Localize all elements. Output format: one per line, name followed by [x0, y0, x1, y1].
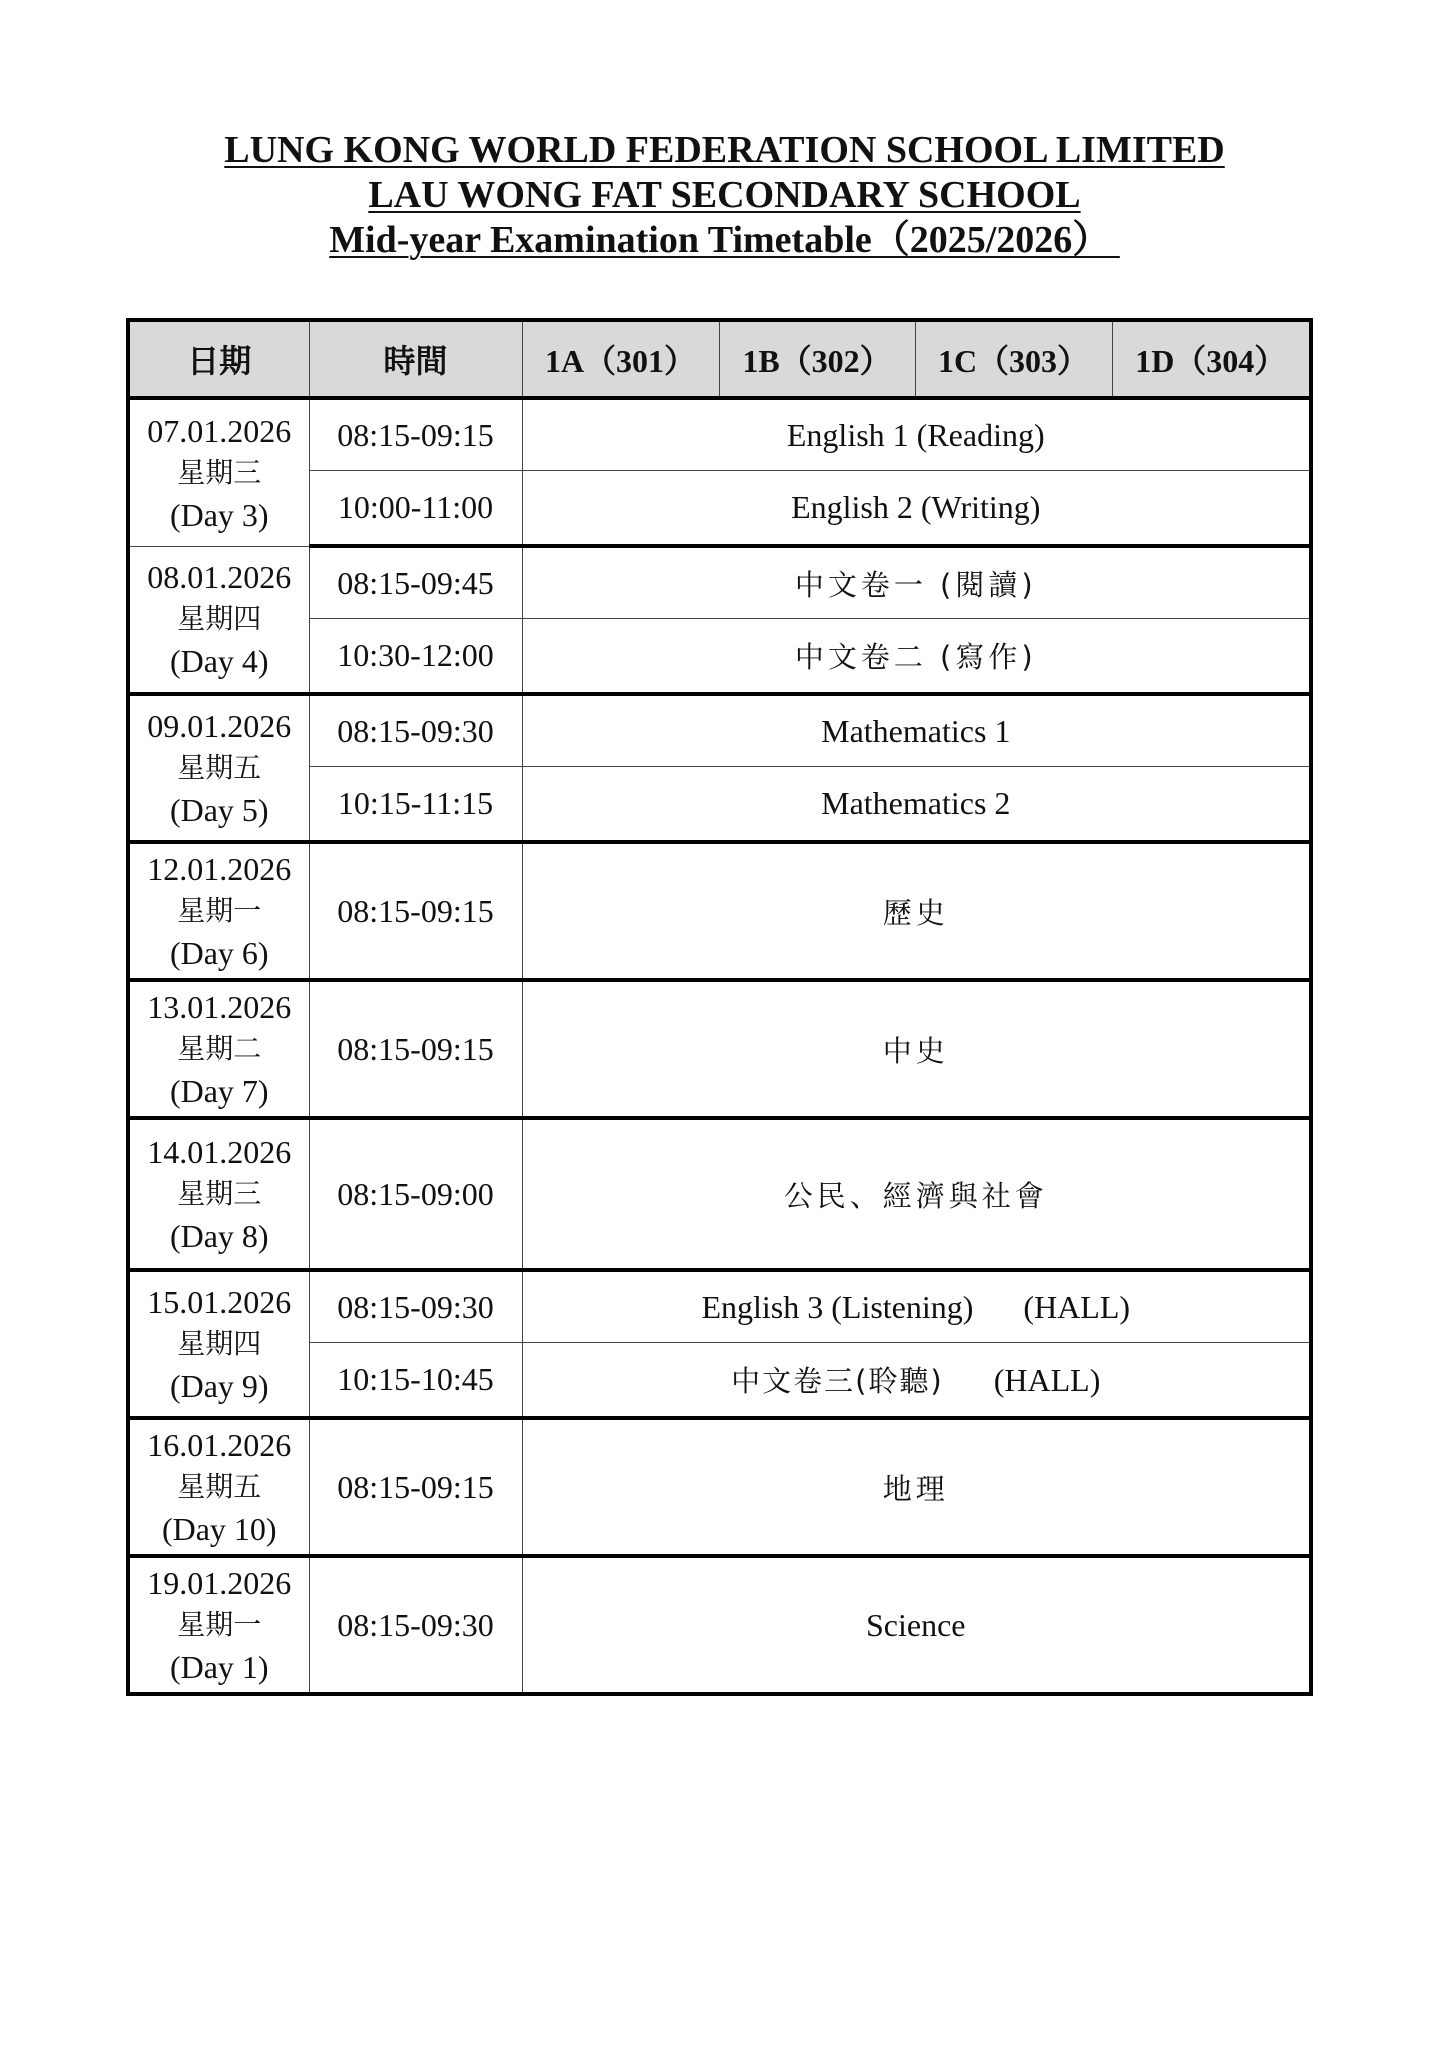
time-cell: 08:15-09:00 [309, 1118, 522, 1270]
subject-cell: 中文卷二 (寫作) [522, 619, 1311, 695]
subject-cell: 公民、經濟與社會 [522, 1118, 1311, 1270]
time-cell: 08:15-09:30 [309, 1270, 522, 1343]
subject-cell: English 2 (Writing) [522, 471, 1311, 547]
time-cell: 10:15-10:45 [309, 1343, 522, 1419]
table-row [128, 398, 1311, 471]
date-cell [128, 842, 309, 980]
exam-date: 14.01.2026 [147, 1134, 292, 1170]
venue-label: (HALL) [1023, 1288, 1131, 1325]
exam-date: 19.01.2026 [147, 1565, 292, 1601]
subject-cell: English 1 (Reading) [522, 398, 1311, 471]
exam-date: 13.01.2026 [147, 989, 292, 1025]
subject-cell: 地理 [522, 1418, 1311, 1556]
weekday: 星期三 [177, 1177, 262, 1210]
table-row [128, 980, 1311, 1118]
subject-cell: 中文卷一 (閱讀) [522, 546, 1311, 619]
table-row [128, 1418, 1311, 1556]
cycle-day: (Day 1) [169, 1649, 269, 1685]
subject-cell: Mathematics 1 [522, 694, 1311, 767]
time-cell: 10:15-11:15 [309, 767, 522, 843]
document-header [0, 128, 1449, 263]
exam-date: 07.01.2026 [147, 412, 292, 449]
time-cell: 08:15-09:15 [309, 398, 522, 471]
cycle-day: (Day 5) [169, 792, 269, 828]
school-organisation-title: LUNG KONG WORLD FEDERATION SCHOOL LIMITED [224, 129, 1225, 171]
cycle-day: (Day 7) [169, 1073, 269, 1109]
date-cell [128, 1418, 309, 1556]
table-row [128, 1556, 1311, 1694]
column-header-1c: 1C（303） [915, 320, 1112, 398]
date-cell [128, 398, 309, 546]
column-header-1b: 1B（302） [719, 320, 915, 398]
weekday: 星期三 [177, 455, 262, 489]
exam-timetable [126, 318, 1313, 1696]
weekday: 星期四 [177, 1327, 262, 1360]
date-cell [128, 1556, 309, 1694]
subject-name: 中文卷三(聆聽) [731, 1364, 944, 1398]
column-header-1d: 1D（304） [1112, 320, 1311, 398]
time-cell: 08:15-09:15 [309, 980, 522, 1118]
cycle-day: (Day 9) [169, 1368, 269, 1404]
weekday: 星期二 [177, 1032, 262, 1065]
time-cell: 08:15-09:30 [309, 694, 522, 767]
subject-cell: 中史 [522, 980, 1311, 1118]
table-row [128, 1118, 1311, 1270]
subject-cell [522, 1270, 1311, 1343]
date-cell [128, 980, 309, 1118]
exam-date: 08.01.2026 [147, 559, 292, 596]
subject-cell [522, 1343, 1311, 1419]
table-row [128, 842, 1311, 980]
cycle-day: (Day 3) [169, 496, 269, 533]
date-cell [128, 1118, 309, 1270]
cycle-day: (Day 6) [169, 935, 269, 971]
time-cell: 08:15-09:30 [309, 1556, 522, 1694]
weekday: 星期一 [177, 1608, 262, 1641]
exam-date: 16.01.2026 [147, 1427, 292, 1463]
cycle-day: (Day 10) [161, 1511, 277, 1547]
cycle-day: (Day 4) [169, 643, 269, 680]
exam-date: 15.01.2026 [147, 1284, 292, 1320]
exam-date: 12.01.2026 [147, 851, 292, 887]
weekday: 星期五 [177, 751, 262, 784]
timetable-title: Mid-year Examination Timetable（2025/2026） [329, 219, 1120, 261]
column-header-time: 時間 [309, 320, 522, 398]
subject-cell: 歷史 [522, 842, 1311, 980]
date-cell [128, 546, 309, 694]
time-cell: 08:15-09:45 [309, 546, 522, 619]
cycle-day: (Day 8) [169, 1218, 269, 1254]
date-cell [128, 694, 309, 842]
school-name: LAU WONG FAT SECONDARY SCHOOL [368, 174, 1081, 216]
date-cell [128, 1270, 309, 1418]
column-header-date: 日期 [128, 320, 309, 398]
venue-label: (HALL) [993, 1362, 1101, 1398]
time-cell: 10:00-11:00 [309, 471, 522, 547]
time-cell: 08:15-09:15 [309, 842, 522, 980]
time-cell: 08:15-09:15 [309, 1418, 522, 1556]
subject-cell: Mathematics 2 [522, 767, 1311, 843]
header-row [128, 320, 1311, 398]
table-row [128, 694, 1311, 767]
exam-date: 09.01.2026 [147, 708, 292, 744]
weekday: 星期五 [177, 1470, 262, 1503]
subject-name: English 3 (Listening) [701, 1288, 974, 1325]
column-header-1a: 1A（301） [522, 320, 719, 398]
weekday: 星期一 [177, 894, 262, 927]
subject-cell: Science [522, 1556, 1311, 1694]
weekday: 星期四 [177, 602, 262, 636]
table-row [128, 546, 1311, 619]
time-cell: 10:30-12:00 [309, 619, 522, 695]
table-row [128, 1270, 1311, 1343]
